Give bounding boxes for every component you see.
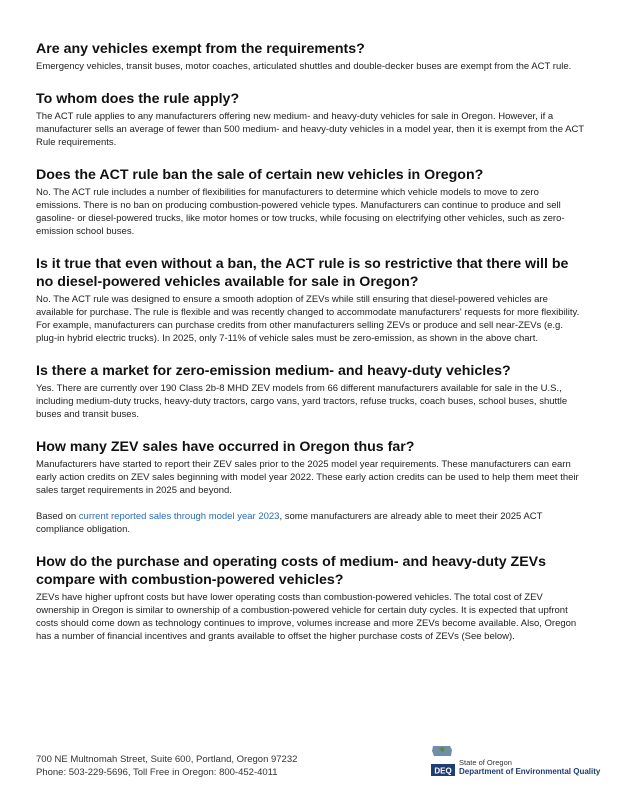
section-heading: Is it true that even without a ban, the ACT rule is so restrictive that there will be no diesel-powered vehicles available for sale in Oregon? bbox=[36, 256, 569, 290]
faq-section-applicability bbox=[36, 90, 584, 149]
section-heading: Does the ACT rule ban the sale of certain new vehicles in Oregon? bbox=[36, 167, 484, 183]
reported-sales-link[interactable]: current reported sales through model year 2023 bbox=[78, 511, 280, 522]
section-heading: To whom does the rule apply? bbox=[36, 91, 240, 107]
faq-section-exemptions bbox=[36, 40, 584, 73]
logo-text bbox=[459, 758, 600, 777]
section-paragraph: ZEVs have higher upfront costs but have lower operating costs than combustion-powered vehicles. The total cost of ZEV ownership in Oregon is similar to ownership of a combustion-powered vehicle for certain duty cycles. It is expected that upfront costs should come down as technology continues to improve, volumes increase and more ZEVs become available. Also, Oregon has a number of financial incentives and grants available to offset the higher purchase costs of ZEVs (See below). bbox=[36, 592, 577, 642]
footer-contact bbox=[36, 753, 297, 779]
section-paragraph: No. The ACT rule was designed to ensure a smooth adoption of ZEVs while still ensuring that diesel-powered vehicles are available for purchase. The rule is flexible and was recently changed to accommodate manufacturers' requests for more flexibility. For example, manufacturers can purchase credits from other manufacturers selling ZEVs or produce and sell near-ZEVs (e.g. plug-in hybrid electric trucks). In 2025, only 7-11% of vehicle sales must be zero-emission, as shown in the above chart. bbox=[36, 294, 580, 344]
section-paragraph: Yes. There are currently over 190 Class 2b-8 MHD ZEV models from 66 different manufacturers available for sale in the U.S., including medium-duty trucks, heavy-duty tractors, cargo vans, yard tractors, refuse trucks, coach buses, school buses, shuttle buses and transit buses. bbox=[36, 383, 568, 420]
section-paragraph: No. The ACT rule includes a number of flexibilities for manufacturers to determine which vehicle models to move to zero emissions. There is no ban on producing combustion-powered vehicle types. Manufacturers can continue to produce and sell gasoline- or diesel-powered trucks, like motor homes or tow trucks, while focusing on electrifying other vehicles, such as zero-emission school buses. bbox=[36, 187, 565, 237]
section-heading: How do the purchase and operating costs of medium- and heavy-duty ZEVs compare with combustion-powered vehicles? bbox=[36, 554, 547, 588]
deq-abbr: DEQ bbox=[434, 766, 452, 776]
document-body bbox=[36, 40, 584, 660]
section-heading: Are any vehicles exempt from the requirements? bbox=[36, 41, 365, 57]
footer-address: 700 NE Multnomah Street, Suite 600, Portland, Oregon 97232 bbox=[36, 754, 298, 765]
oregon-map-icon bbox=[430, 744, 456, 778]
link-lead-text: Based on bbox=[36, 511, 79, 522]
faq-section-zev-sales bbox=[36, 438, 584, 536]
faq-section-diesel-availability bbox=[36, 255, 584, 345]
logo-department: Department of Environmental Quality bbox=[459, 767, 601, 776]
section-heading: How many ZEV sales have occurred in Oregon thus far? bbox=[36, 439, 415, 455]
link-trail-text: , some manufacturers are already able to meet their 2025 ACT compliance obligation. bbox=[36, 511, 543, 535]
faq-section-costs bbox=[36, 553, 584, 643]
footer-phone: Phone: 503-229-5696, Toll Free in Oregon: 800-452-4011 bbox=[36, 767, 278, 778]
faq-section-market bbox=[36, 362, 584, 421]
faq-section-ban bbox=[36, 166, 584, 238]
deq-logo bbox=[430, 744, 610, 778]
section-paragraph: Manufacturers have started to report their ZEV sales prior to the 2025 model year requirements. These manufacturers can earn early action credits on ZEV sales beginning with model year 2022. These early action credits can be used to help them meet their sales target requirements in 2025 and beyond. bbox=[36, 459, 579, 496]
logo-state: State of Oregon bbox=[459, 758, 512, 767]
section-paragraph: The ACT rule applies to any manufacturers offering new medium- and heavy-duty vehicles for sale in Oregon. However, if a manufacturer sells an average of fewer than 500 medium- and heavy-duty vehicles in a model year, then it is exempt from the ACT Rule requirements. bbox=[36, 111, 584, 148]
section-paragraph: Emergency vehicles, transit buses, motor coaches, articulated shuttles and double-decker buses are exempt from the ACT rule. bbox=[36, 61, 572, 72]
section-paragraph-with-link bbox=[36, 510, 584, 536]
section-heading: Is there a market for zero-emission medium- and heavy-duty vehicles? bbox=[36, 363, 511, 379]
